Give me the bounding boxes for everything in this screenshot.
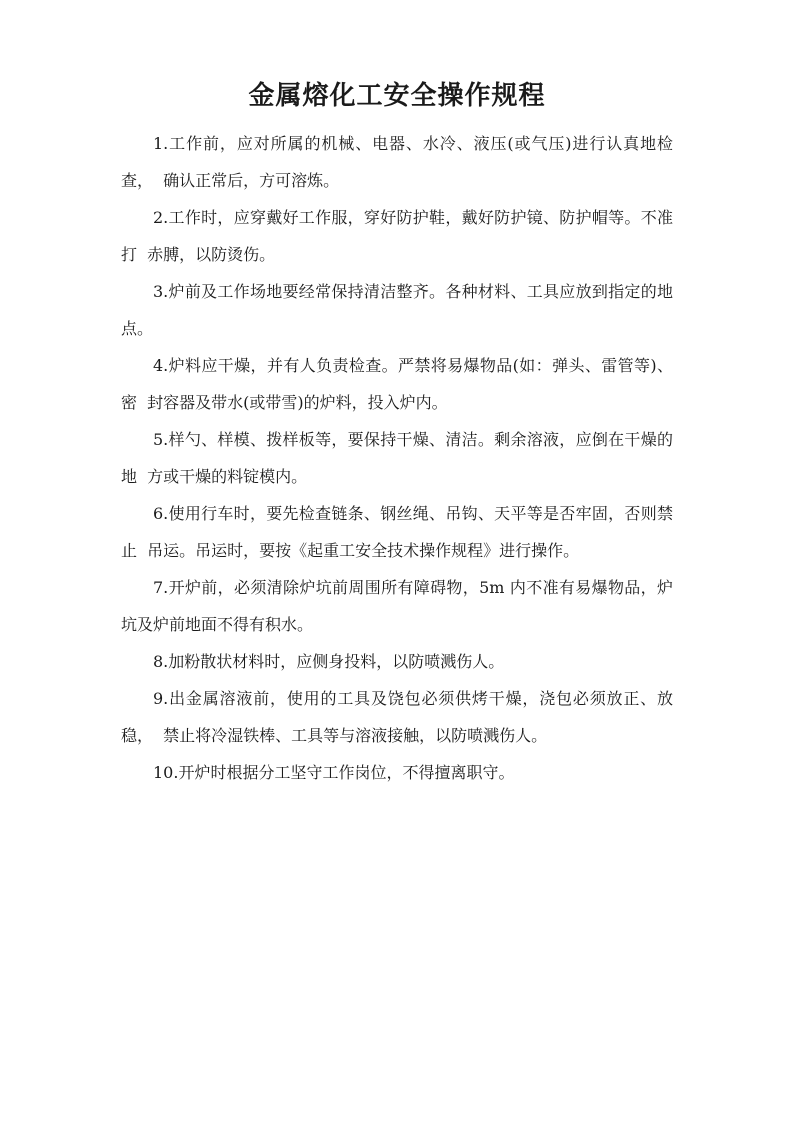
rule-paragraph-7: 7.开炉前，必须清除炉坑前周围所有障碍物，5m 内不准有易爆物品，炉坑及炉前地面不得有积水。 <box>121 578 673 634</box>
rule-paragraph-6: 6.使用行车时，要先检查链条、钢丝绳、吊钩、天平等是否牢固，否则禁止 吊运。吊运时，要按《起重工安全技术操作规程》进行操作。 <box>121 504 673 560</box>
rule-paragraph-2: 2.工作时，应穿戴好工作服，穿好防护鞋，戴好防护镜、防护帽等。不准打 赤膊，以防烫伤。 <box>121 208 673 264</box>
document-title: 金属熔化工安全操作规程 <box>248 81 546 111</box>
rule-paragraph-8: 8.加粉散状材料时，应侧身投料，以防喷溅伤人。 <box>153 652 505 671</box>
rule-paragraph-5: 5.样勺、样模、拨样板等，要保持干燥、清洁。剩余溶液，应倒在干燥的地 方或干燥的料锭模内。 <box>121 430 673 486</box>
rule-paragraph-9: 9.出金属溶液前，使用的工具及饶包必须供烤干燥，浇包必须放正、放稳， 禁止将冷湿铁棒、工具等与溶液接触，以防喷溅伤人。 <box>121 689 673 745</box>
rule-paragraph-1: 1.工作前，应对所属的机械、电器、水冷、液压(或气压)进行认真地检查， 确认正常后，方可溶炼。 <box>121 134 673 190</box>
rule-paragraph-4: 4.炉料应干燥，并有人负责检查。严禁将易爆物品(如：弹头、雷管等)、密 封容器及带水(或带雪)的炉料，投入炉内。 <box>121 356 673 412</box>
rule-paragraph-3: 3.炉前及工作场地要经常保持清洁整齐。各种材料、工具应放到指定的地点。 <box>121 282 673 338</box>
rule-paragraph-10: 10.开炉时根据分工坚守工作岗位，不得擅离职守。 <box>153 763 515 782</box>
document-body <box>121 125 673 791</box>
